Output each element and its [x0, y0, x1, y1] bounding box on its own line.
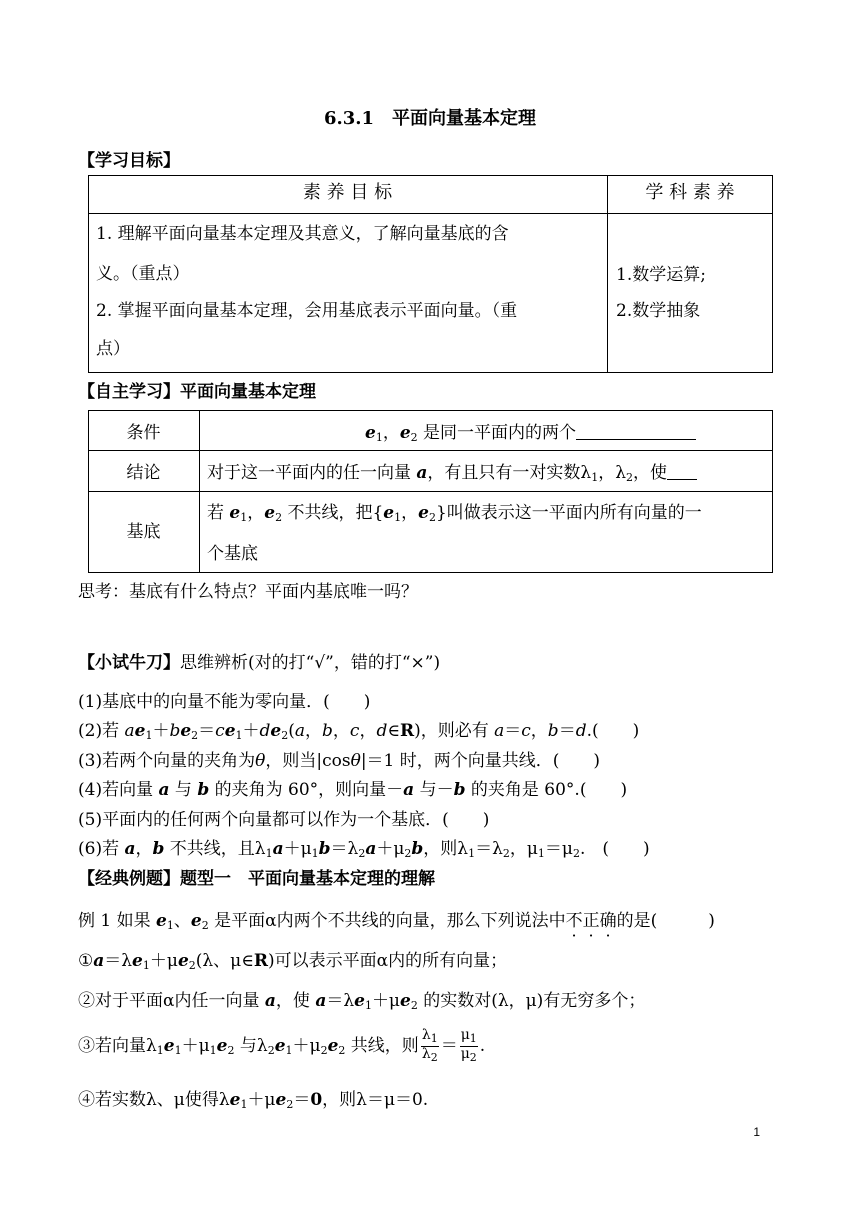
example-heading: 【经典例题】题型一 平面向量基本定理的理解 — [78, 869, 435, 889]
theorem-table — [88, 410, 773, 573]
fraction-mu: $\frac{\mu_1}{\mu_2}$ — [460, 1027, 477, 1064]
row-content-basis-2: 个基底 — [207, 544, 258, 564]
quiz-heading: 【小试牛刀】 — [78, 653, 180, 673]
emphasis-not: 不 — [565, 911, 583, 931]
row-content-condition — [365, 418, 696, 444]
goal-line-3: 2. 掌握平面向量基本定理，会用基底表示平面向量。（重 — [96, 301, 518, 321]
goals-heading: 【学习目标】 — [78, 151, 180, 171]
quiz-intro: 思维辨析(对的打“√”，错的打“×”) — [180, 653, 441, 673]
option-4: ④若实数λ、μ使得$\lambda e_1+\mu e_2=0$，则λ＝μ＝0. — [78, 1090, 429, 1111]
option-2: ②对于平面α内任一向量 a，使 $a=\lambda e_1+\mu e_2$ 的实数对(λ，μ)有无穷多个； — [78, 991, 646, 1012]
condition-blank[interactable] — [576, 425, 696, 440]
row-label-conclusion: 结论 — [126, 463, 161, 483]
goal-line-1: 1. 理解平面向量基本定理及其意义，了解向量基底的含 — [96, 224, 509, 244]
answer-paren-4[interactable]: ( ) — [579, 780, 628, 800]
row-label-basis: 基底 — [126, 522, 161, 542]
think-question: 思考：基底有什么特点？平面内基底唯一吗？ — [78, 582, 418, 602]
literacy-2: 2.数学抽象 — [616, 301, 701, 321]
fraction-lambda: $\frac{\lambda_1}{\lambda_2}$ — [421, 1027, 438, 1064]
answer-paren-6[interactable]: ( ) — [602, 839, 650, 859]
goals-col2-header: 学 科 素 养 — [645, 182, 735, 203]
quiz-item-6: (6)若 a，b 不共线，且$\lambda_1a+\mu_1b=\lambda_2a+\mu_2b$，则$\lambda_1=\lambda_2$，$\mu_1=\mu_2$. ( ) — [78, 834, 650, 860]
condition-text: $e_1$，$e_2$ 是同一平面内的两个 — [365, 423, 577, 444]
page-title: 6.3.1 平面向量基本定理 — [323, 108, 537, 129]
emphasis-zheng: 正 — [582, 911, 600, 931]
goal-line-2: 义。（重点） — [96, 264, 190, 284]
quiz-item-3: (3)若两个向量的夹角为θ，则当|cosθ|＝1 时，两个向量共线．( ) — [78, 746, 600, 771]
goal-line-4: 点） — [96, 339, 130, 359]
option-1: $①a=\lambda e_1+\mu e_2(\lambda$、μ∈R)可以表示平面α内的所有向量； — [78, 951, 508, 972]
answer-paren-5[interactable]: ( ) — [442, 810, 490, 830]
row-content-basis-1: 若 $e_1$，$e_2$ 不共线，把{$e_1$，$e_2$}叫做表示这一平面内所有向量的一 — [207, 503, 702, 524]
conclusion-blank[interactable] — [667, 465, 697, 480]
option-3: ③若向量$\lambda_1e_1+\mu_1e_2$ 与$\lambda_2e_1+\mu_2e_2$ 共线，则 $\frac{\lambda_1}{\lambda_2}$ ＝ $\frac{\mu_1}{\mu_2}$ . — [78, 1027, 486, 1064]
answer-paren-2[interactable]: ( ) — [591, 721, 640, 741]
page-number: 1 — [753, 1125, 760, 1139]
answer-paren-1[interactable]: ( ) — [323, 692, 371, 712]
answer-paren-3[interactable]: ( ) — [552, 751, 601, 771]
quiz-item-1: (1)基底中的向量不能为零向量．( ) — [78, 687, 370, 712]
quiz-item-2: (2)若 $ae_1+be_2=ce_1+de_2(a$，b，c，d∈R)，则必有 a＝c，b＝d.( ) — [78, 716, 639, 742]
emphasis-que: 确 — [599, 911, 617, 931]
quiz-item-4: (4)若向量 a 与 b 的夹角为 60°，则向量－a 与－b 的夹角是 60°.( ) — [78, 775, 627, 800]
row-content-conclusion: 对于这一平面内的任一向量 a，有且只有一对实数$\lambda_1$，$\lambda_2$，使 — [207, 458, 697, 484]
goals-col1-header: 素 养 目 标 — [302, 182, 393, 203]
row-label-condition: 条件 — [126, 423, 161, 443]
self-study-heading: 【自主学习】平面向量基本定理 — [78, 382, 316, 402]
literacy-1: 1.数学运算; — [616, 265, 706, 285]
quiz-header — [78, 648, 440, 673]
goals-table — [88, 175, 773, 373]
example-question: 例 1 如果 $e_1$、$e_2$ 是平面α内两个不共线的向量，那么下列说法中不正确的是( ) — [78, 906, 715, 932]
quiz-item-5: (5)平面内的任何两个向量都可以作为一个基底．( ) — [78, 805, 489, 830]
